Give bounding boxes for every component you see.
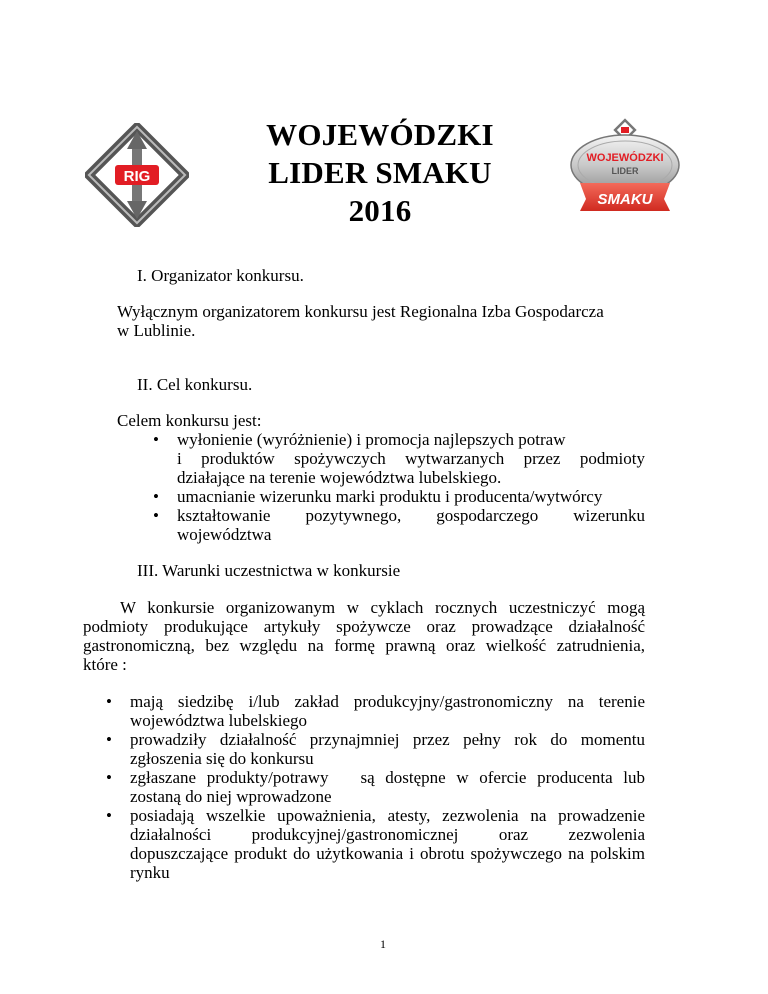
goal-bullet-1: • wyłonienie (wyróżnienie) i promocja najlepszych potraw xyxy=(177,430,566,449)
condition-bullet-1: • mają siedzibę i/lub zakład produkcyjny/gastronomiczny na terenie xyxy=(130,692,645,711)
condition-bullet-3-line-2: zostaną do niej wprowadzone xyxy=(130,787,332,806)
section-2-intro: Celem konkursu jest: xyxy=(117,411,262,430)
page-number: 1 xyxy=(380,937,386,951)
section-3-para-line-4: które : xyxy=(83,655,127,674)
title-line-1: WOJEWÓDZKI xyxy=(266,117,494,152)
page-title xyxy=(220,116,540,230)
condition-bullet-1-line-2: województwa lubelskiego xyxy=(130,711,308,730)
section-2-heading: II. Cel konkursu. xyxy=(137,375,253,394)
condition-bullet-2: • prowadziły działalność przynajmniej przez pełny rok do momentu xyxy=(130,730,645,749)
goal-bullet-3-line-2: województwa xyxy=(177,525,272,544)
goal-bullet-1-line-3: działające na terenie województwa lubelskiego. xyxy=(177,468,502,487)
section-1-para-line-1: Wyłącznym organizatorem konkursu jest Regionalna Izba Gospodarcza xyxy=(117,302,604,321)
badge-text-2: LIDER xyxy=(611,166,639,176)
condition-bullet-4-line-2: działalności produkcyjnej/gastronomicznej oraz zezwolenia xyxy=(130,825,645,844)
section-3-heading: III. Warunki uczestnictwa w konkursie xyxy=(137,561,401,580)
condition-bullet-4-line-3: dopuszczające produkt do użytkowania i obrotu spożywczego na polskim xyxy=(130,844,645,863)
goal-bullet-2: • umacnianie wizerunku marki produktu i producenta/wytwórcy xyxy=(177,487,602,506)
title-line-3: 2016 xyxy=(348,193,412,228)
lider-smaku-badge-logo xyxy=(566,117,684,215)
badge-text-1: WOJEWÓDZKI xyxy=(586,152,664,164)
goal-bullet-1-line-2: i produktów spożywczych wytwarzanych przez podmioty xyxy=(177,449,645,468)
rig-logo-text: RIG xyxy=(123,168,151,185)
section-3-para-line-3: gastronomiczną, bez względu na formę prawną oraz wielkość zatrudnienia, xyxy=(83,636,645,655)
condition-bullet-2-line-2: zgłoszenia się do konkursu xyxy=(130,749,314,768)
goal-bullet-3: • kształtowanie pozytywnego, gospodarczego wizerunku xyxy=(177,506,645,525)
section-1-para-line-2: w Lublinie. xyxy=(117,321,196,340)
rig-logo xyxy=(85,123,189,227)
badge-text-3: SMAKU xyxy=(597,191,653,208)
section-3-para-line-2: podmioty produkujące artykuły spożywcze oraz prowadzące działalność xyxy=(83,617,645,636)
condition-bullet-4: • posiadają wszelkie upoważnienia, atesty, zezwolenia na prowadzenie xyxy=(130,806,645,825)
section-1-heading: I. Organizator konkursu. xyxy=(137,266,304,285)
condition-bullet-3: • zgłaszane produkty/potrawy są dostępne w ofercie producenta lub xyxy=(130,768,645,787)
condition-bullet-4-line-4: rynku xyxy=(130,863,170,882)
title-line-2: LIDER SMAKU xyxy=(268,155,492,190)
section-3-para-line-1: W konkursie organizowanym w cyklach rocznych uczestniczyć mogą xyxy=(120,598,645,617)
